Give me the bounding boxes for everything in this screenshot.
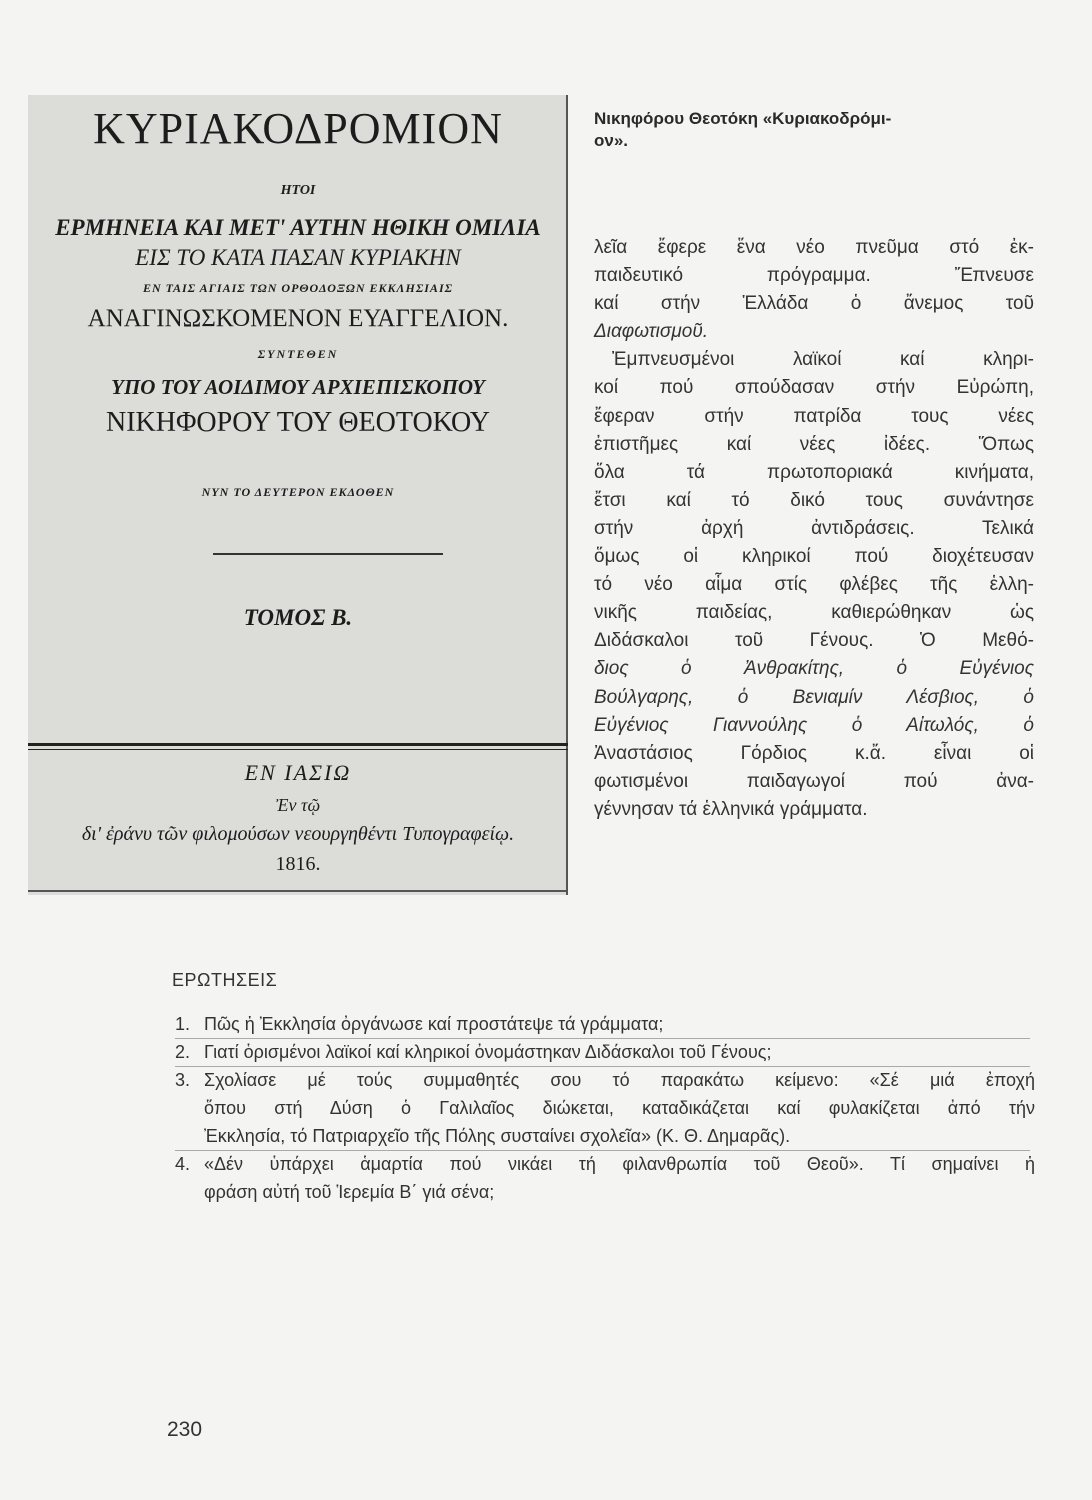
question-3 [175,1066,1035,1094]
caption-line-2: ον». [594,131,629,150]
body-line: ὅλα τά πρωτοποριακά κινήματα, [594,461,1034,483]
body-line: νικῆς παιδείας, καθιερώθηκαν ὡς [594,602,1034,624]
body-line: διος ὁ Ἀνθρακίτης, ὁ Εὐγένιος [594,658,1034,680]
body-line: Εὐγένιος Γιαννούλης ὁ Αἰτωλός, ὁ [594,714,1034,736]
body-line: ἐπιστῆμες καί νέες ἰδέες. Ὅπως [594,433,1034,455]
title-page-volume: ΤΟΜΟΣ Β. [243,605,353,630]
body-line: Διδάσκαλοι τοῦ Γένους. Ὁ Μεθό- [594,630,1034,652]
body-line: κοί πού σπούδασαν στήν Εὐρώπη, [594,377,1034,399]
questions-heading: ΕΡΩΤΗΣΕΙΣ [172,970,278,990]
body-line: παιδευτικό πρόγραμμα. Ἔπνευσε [594,265,1034,287]
questions-list [175,1010,1035,1206]
title-page-line-1: ΕΡΜΗΝΕΙΑ ΚΑΙ ΜΕΤ' ΑΥΤΗΝ ΗΘΙΚΗ ΟΜΙΛΙΑ [55,215,541,240]
question-number: 2. [175,1042,191,1062]
image-caption [594,108,1024,152]
title-page-printer-2: δι' ἐράνυ τῶν φιλομούσων νεουργηθέντι Τυπογραφείῳ. [81,823,515,845]
body-line: καί στήν Ἑλλάδα ὁ ἄνεμος τοῦ [594,293,1034,315]
body-line: λεῖα ἔφερε ἕνα νέο πνεῦμα στό ἐκ- [594,237,1034,258]
title-page-itoi: ΗΤΟΙ [280,183,316,198]
body-line: ὅμως οἱ κληρικοί πού διοχέτευσαν [594,546,1034,568]
title-page-printer-1: Ἐν τῷ [275,795,321,815]
question-3-cont: Ἐκκλησία, τό Πατριαρχεῖο τῆς Πόλης συσταίνει σχολεῖα» (Κ. Θ. Δημαρᾶς). [204,1126,791,1146]
body-line: Ἐμπνευσμένοι λαϊκοί καί κληρι- [612,349,1034,371]
body-line: φωτισμένοι παιδαγωγοί πού ἀνα- [594,770,1034,792]
title-page-author: ΝΙΚΗΦΟΡΟΥ ΤΟΥ ΘΕΟΤΟΚΟΥ [105,407,491,438]
body-line: Ἀναστάσιος Γόρδιος κ.ἄ. εἶναι οἱ [594,742,1034,764]
plate-border-bottom [28,890,568,892]
title-page-double-rule-thin [28,749,568,750]
title-page-year: 1816. [275,853,321,875]
title-page-line-3: ΕΝ ΤΑΙΣ ΑΓΙΑΙΣ ΤΩΝ ΟΡΘΟΔΟΞΩΝ ΕΚΚΛΗΣΙΑΙΣ [142,281,454,295]
body-line: γέννησαν τά ἑλληνικά γράμματα. [594,798,868,820]
question-number: 4. [175,1154,191,1174]
title-page-place: ΕΝ ΙΑΣΙΩ [244,760,352,785]
title-page-line-5: ΣΥΝΤΕΘΕΝ [257,347,339,361]
question-text: Πῶς ἡ Ἐκκλησία ὀργάνωσε καί προστάτεψε τά γράμματα; [204,1014,664,1034]
body-line: στήν ἀρχή ἀντιδράσεις. Τελικά [594,517,1034,539]
body-line: ἔφεραν στήν πατρίδα τους νέες [594,405,1034,427]
title-page-double-rule [28,743,568,746]
caption-line-1: Νικηφόρου Θεοτόκη «Κυριακοδρόμι- [594,109,892,128]
title-page-line-2: ΕΙΣ ΤΟ ΚΑΤΑ ΠΑΣΑΝ ΚΥΡΙΑΚΗΝ [135,245,461,270]
body-line: τό νέο αἷμα στίς φλέβες τῆς ἑλλη- [594,574,1034,596]
question-3-cont: ὅπου στή Δύση ὁ Γαλιλαῖος διώκεται, καταδικάζεται καί φυλακίζεται ἀπό τήν [204,1098,1035,1118]
body-line: Βούλγαρης, ὁ Βενιαμίν Λέσβιος, ὁ [594,686,1034,708]
question-4 [175,1150,1035,1178]
title-page-line-4: ΑΝΑΓΙΝΩΣΚΟΜΕΝΟΝ ΕΥΑΓΓΕΛΙΟΝ. [87,305,509,332]
body-text [594,234,1034,824]
page-number: 230 [167,1418,203,1441]
body-line: ἔτσι καί τό δικό τους συνάντησε [594,489,1034,511]
title-page-rule [213,553,443,555]
body-line: Διαφωτισμοῦ. [594,321,709,343]
title-page-main-title: ΚΥΡΙΑΚΟΔΡΟΜΙΟΝ [93,104,503,153]
question-text: Γιατί ὁρισμένοι λαϊκοί καί κληρικοί ὀνομάστηκαν Διδάσκαλοι τοῦ Γένους; [204,1042,772,1062]
question-number: 3. [175,1070,191,1090]
question-2 [175,1038,1035,1066]
question-text: «Δέν ὑπάρχει ἁμαρτία πού νικάει τή φιλανθρωπία τοῦ Θεοῦ». Τί σημαίνει ἡ [204,1154,1035,1174]
title-page-line-6: ΥΠΟ ΤΟΥ ΑΟΙΔΙΜΟΥ ΑΡΧΙΕΠΙΣΚΟΠΟΥ [111,375,485,399]
question-4-cont: φράση αὐτή τοῦ Ἱερεμία Β΄ γιά σένα; [204,1182,495,1202]
title-page-image [28,95,568,895]
title-page-edition: ΝΥΝ ΤΟ ΔΕΥΤΕΡΟΝ ΕΚΔΟΘΕΝ [201,485,395,499]
question-number: 1. [175,1014,191,1034]
question-1 [175,1010,1035,1038]
question-text: Σχολίασε μέ τούς συμμαθητές σου τό παρακάτω κείμενο: «Σέ μιά ἐποχή [204,1070,1035,1090]
